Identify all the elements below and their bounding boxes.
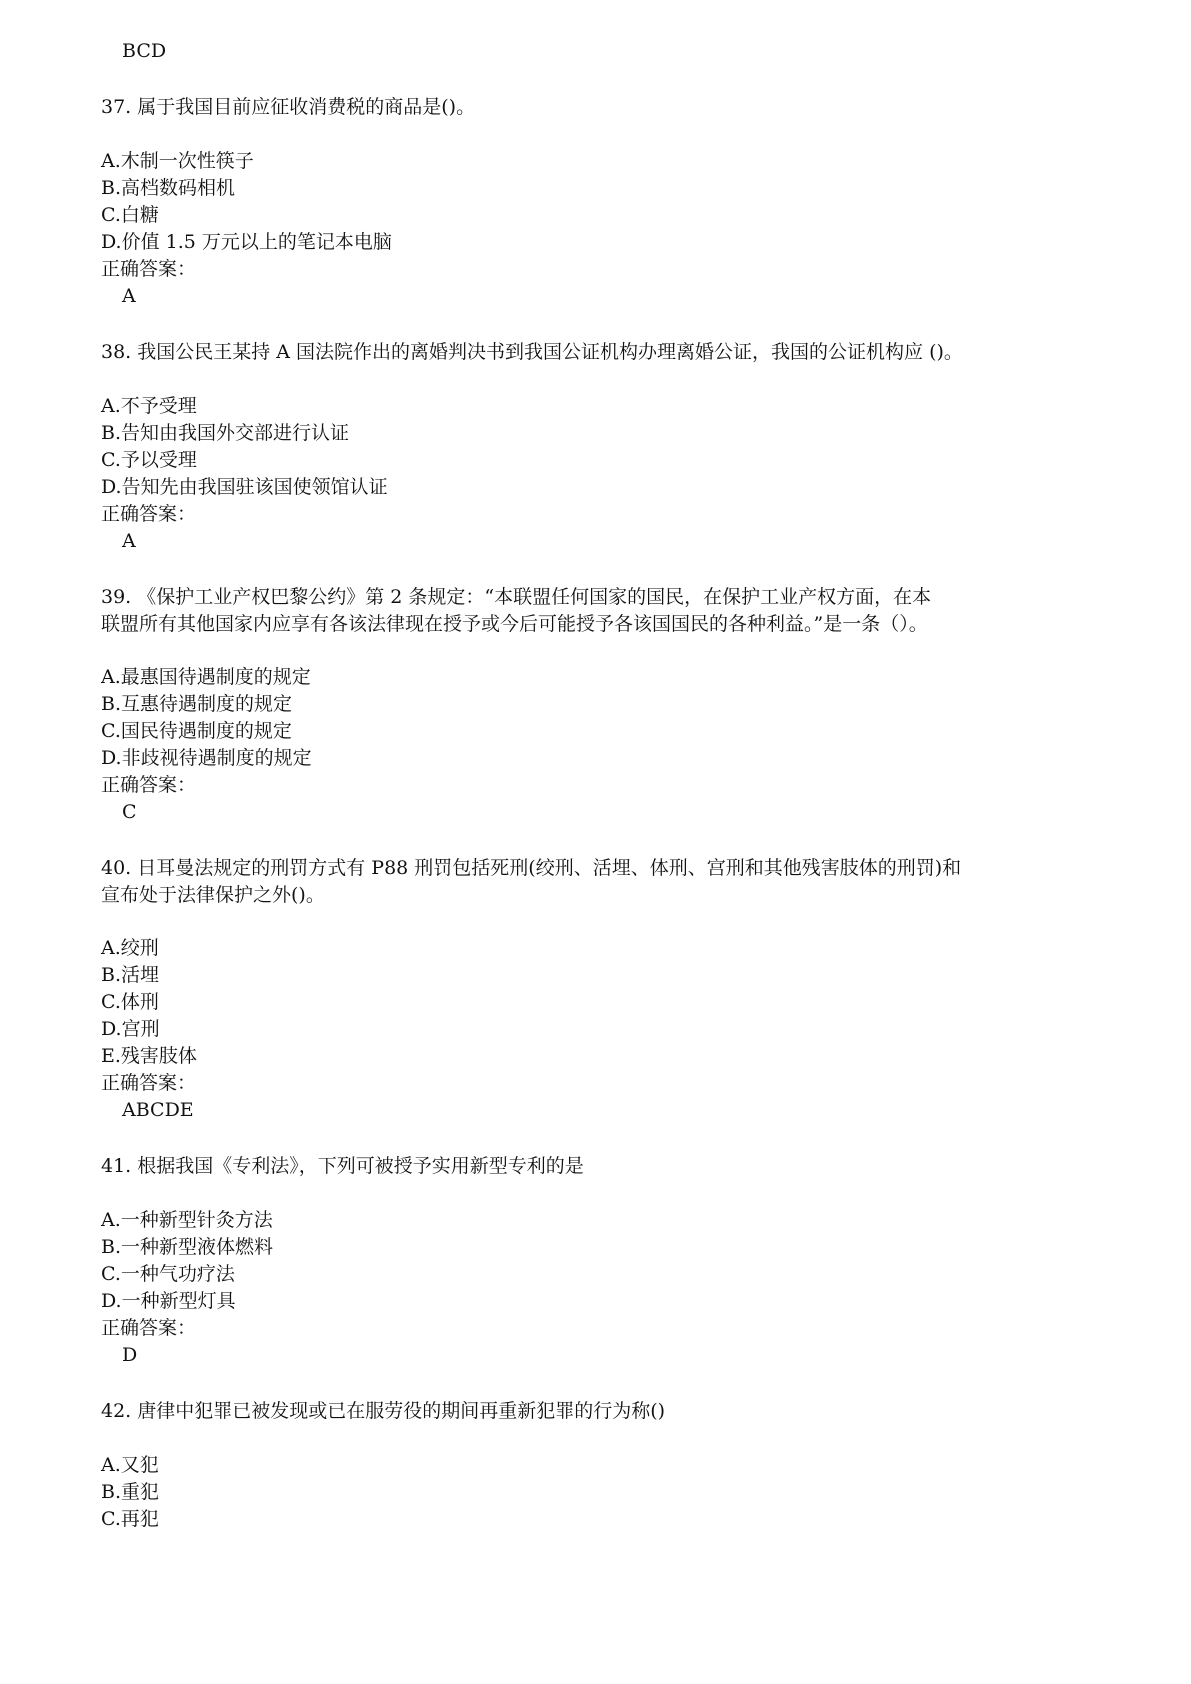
answer-label: 正确答案： (101, 1317, 197, 1339)
question-stem: 38. 我国公民王某持 A 国法院作出的离婚判决书到我国公证机构办理离婚公证，我国的公证机构应 ()。 (101, 341, 963, 363)
option-d: D.宫刑 (101, 1018, 160, 1040)
answer-value: D (122, 1344, 138, 1366)
answer-label: 正确答案： (101, 1072, 197, 1094)
option-a: A.绞刑 (101, 937, 159, 959)
option-b: B.互惠待遇制度的规定 (101, 693, 293, 715)
option-a: A.又犯 (101, 1454, 159, 1476)
option-a: A.不予受理 (101, 395, 197, 417)
option-b: B.重犯 (101, 1481, 160, 1503)
option-d: D.告知先由我国驻该国使领馆认证 (101, 476, 388, 498)
question-stem: 39. 《保护工业产权巴黎公约》第 2 条规定：“本联盟任何国家的国民，在保护工业产权方面，在本 (101, 586, 932, 608)
answer-label: 正确答案： (101, 258, 197, 280)
question-stem-continued: 联盟所有其他国家内应享有各该法律现在授予或今后可能授予各该国国民的各种利益。”是一条（）。 (101, 613, 928, 635)
answer-value: A (122, 285, 136, 307)
option-c: C.国民待遇制度的规定 (101, 720, 292, 742)
option-a: A.一种新型针灸方法 (101, 1209, 273, 1231)
option-b: B.一种新型液体燃料 (101, 1236, 274, 1258)
option-a: A.木制一次性筷子 (101, 150, 254, 172)
question-stem: 42. 唐律中犯罪已被发现或已在服劳役的期间再重新犯罪的行为称() (101, 1400, 666, 1422)
option-c: C.一种气功疗法 (101, 1263, 235, 1285)
answer-value: ABCDE (122, 1099, 194, 1121)
option-b: B.活埋 (101, 964, 160, 986)
option-b: B.高档数码相机 (101, 177, 236, 199)
option-c: C.白糖 (101, 204, 159, 226)
option-c: C.再犯 (101, 1508, 159, 1530)
top-answer-value: BCD (122, 40, 167, 62)
option-b: B.告知由我国外交部进行认证 (101, 422, 350, 444)
option-c: C.予以受理 (101, 449, 197, 471)
answer-value: A (122, 530, 136, 552)
question-stem: 41. 根据我国《专利法》，下列可被授予实用新型专利的是 (101, 1155, 584, 1177)
answer-label: 正确答案： (101, 774, 197, 796)
option-a: A.最惠国待遇制度的规定 (101, 666, 311, 688)
question-stem: 37. 属于我国目前应征收消费税的商品是()。 (101, 96, 476, 118)
answer-value: C (122, 801, 137, 823)
option-d: D.价值 1.5 万元以上的笔记本电脑 (101, 231, 392, 253)
question-stem: 40. 日耳曼法规定的刑罚方式有 P88 刑罚包括死刑(绞刑、活埋、体刑、宫刑和其他残害肢体的刑罚)和 (101, 857, 962, 879)
option-c: C.体刑 (101, 991, 159, 1013)
option-d: D.非歧视待遇制度的规定 (101, 747, 312, 769)
option-e: E.残害肢体 (101, 1045, 197, 1067)
option-d: D.一种新型灯具 (101, 1290, 236, 1312)
answer-label: 正确答案： (101, 503, 197, 525)
question-stem-continued: 宣布处于法律保护之外()。 (101, 884, 325, 906)
